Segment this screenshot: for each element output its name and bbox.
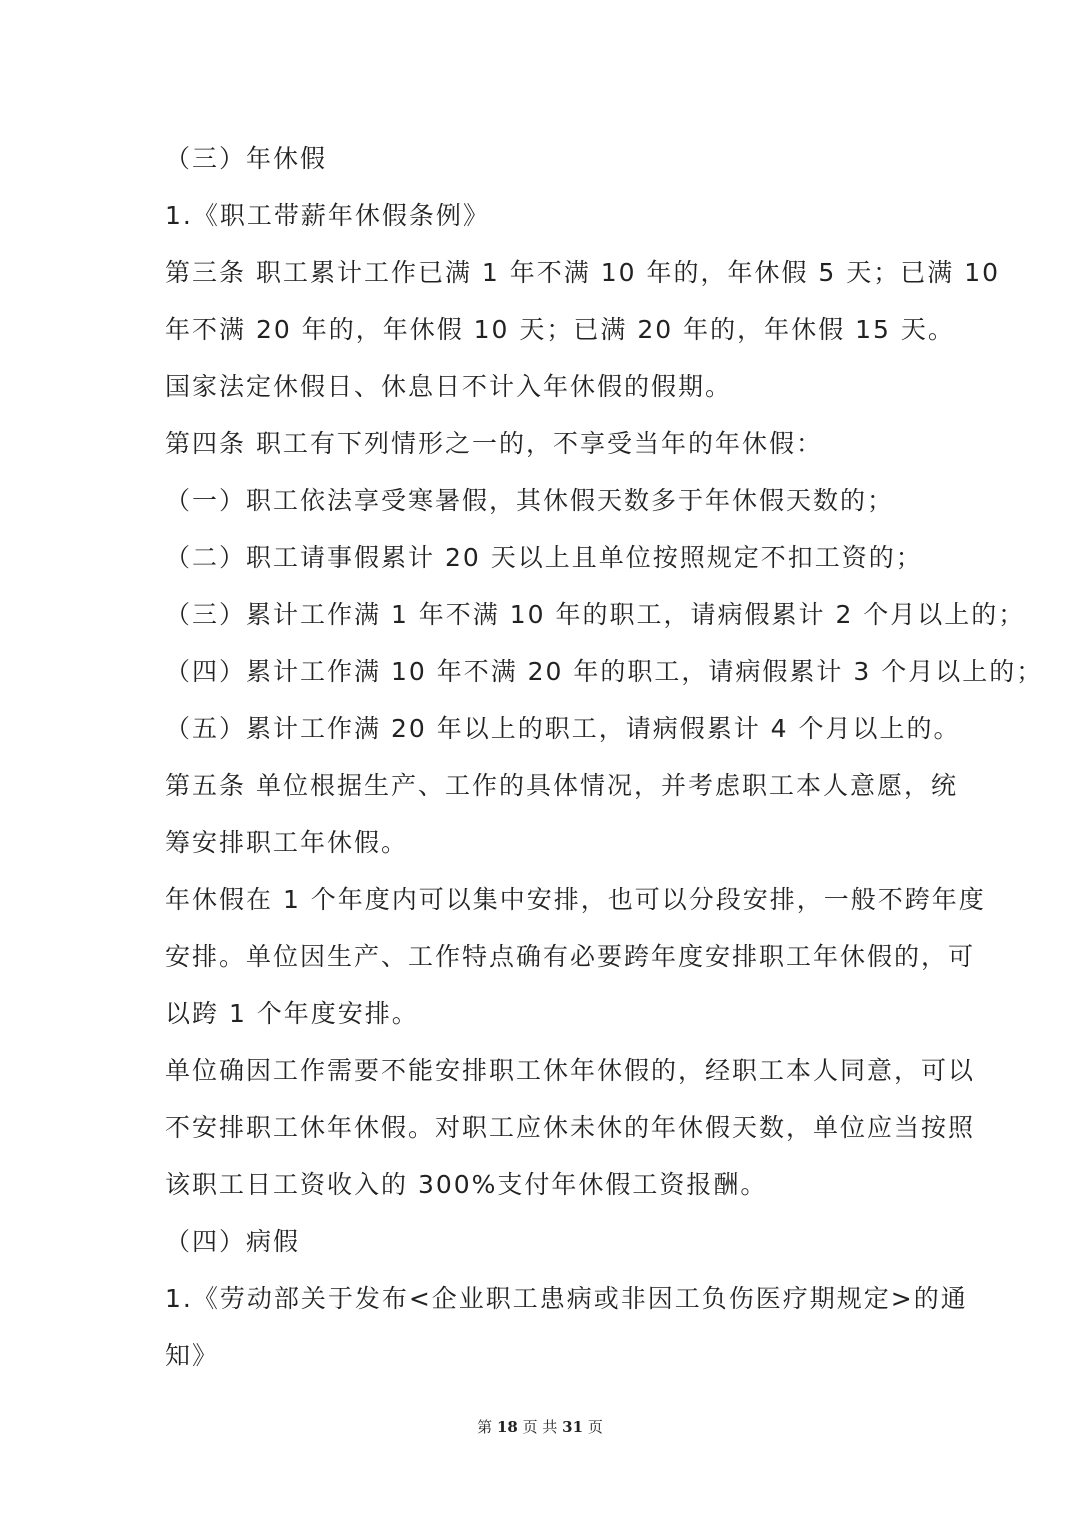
- article-3-line-3: 国家法定休假日、休息日不计入年休假的假期。: [165, 372, 733, 401]
- article-5-line-3: 年休假在 1 个年度内可以集中安排，也可以分段安排，一般不跨年度: [165, 885, 986, 914]
- total-page-count: 31: [562, 1418, 584, 1436]
- article-5-line-5: 以跨 1 个年度安排。: [165, 999, 419, 1028]
- regulation-title: 1.《职工带薪年休假条例》: [165, 201, 490, 230]
- document-body: [165, 130, 1044, 1384]
- page-footer: [0, 1412, 1080, 1442]
- article-4-item-4: （四）累计工作满 10 年不满 20 年的职工，请病假累计 3 个月以上的；: [165, 657, 1044, 686]
- section-heading-annual-leave: （三）年休假: [165, 144, 328, 173]
- notice-title-line-2: 知》: [165, 1341, 220, 1370]
- article-4-line-1: 第四条 职工有下列情形之一的，不享受当年的年休假：: [165, 429, 823, 458]
- article-5-line-8: 该职工日工资收入的 300%支付年休假工资报酬。: [165, 1170, 768, 1199]
- footer-suffix: 页: [587, 1418, 603, 1436]
- section-heading-sick-leave: （四）病假: [165, 1227, 301, 1256]
- article-5-line-1: 第五条 单位根据生产、工作的具体情况，并考虑职工本人意愿，统: [165, 771, 958, 800]
- article-3-line-2: 年不满 20 年的，年休假 10 天；已满 20 年的，年休假 15 天。: [165, 315, 955, 344]
- article-5-line-4: 安排。单位因生产、工作特点确有必要跨年度安排职工年休假的，可: [165, 942, 976, 971]
- current-page-number: 18: [496, 1418, 518, 1436]
- article-3-line-1: 第三条 职工累计工作已满 1 年不满 10 年的，年休假 5 天；已满 10: [165, 258, 1001, 287]
- article-4-item-2: （二）职工请事假累计 20 天以上且单位按照规定不扣工资的；: [165, 543, 923, 572]
- footer-prefix: 第: [477, 1418, 493, 1436]
- footer-middle: 页 共: [522, 1418, 558, 1436]
- article-4-item-3: （三）累计工作满 1 年不满 10 年的职工，请病假累计 2 个月以上的；: [165, 600, 1026, 629]
- notice-title-line-1: 1.《劳动部关于发布<企业职工患病或非因工负伤医疗期规定>的通: [165, 1284, 968, 1313]
- article-4-item-5: （五）累计工作满 20 年以上的职工，请病假累计 4 个月以上的。: [165, 714, 961, 743]
- article-4-item-1: （一）职工依法享受寒暑假，其休假天数多于年休假天数的；: [165, 486, 895, 515]
- article-5-line-6: 单位确因工作需要不能安排职工休年休假的，经职工本人同意，可以: [165, 1056, 976, 1085]
- article-5-line-7: 不安排职工休年休假。对职工应休未休的年休假天数，单位应当按照: [165, 1113, 976, 1142]
- article-5-line-2: 筹安排职工年休假。: [165, 828, 409, 857]
